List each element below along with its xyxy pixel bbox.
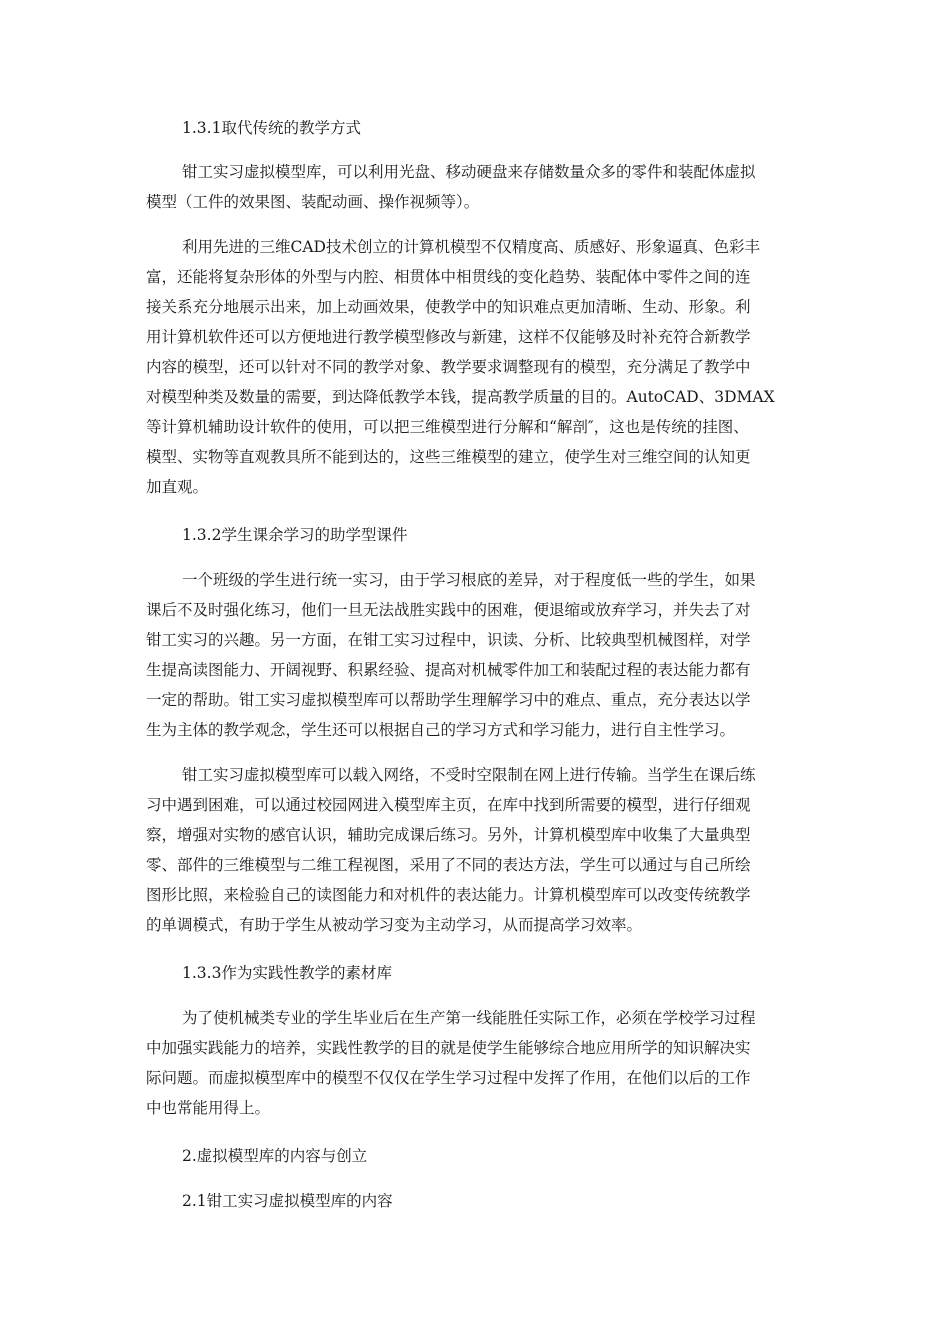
paragraph-line: 内容的模型，还可以针对不同的教学对象、教学要求调整现有的模型，充分满足了教学中 (146, 358, 751, 376)
section-heading-2: 2.虚拟模型库的内容与创立 (182, 1147, 368, 1165)
section-heading-1-3-2: 1.3.2学生课余学习的助学型课件 (182, 526, 408, 544)
paragraph-line: 察，增强对实物的感官认识，辅助完成课后练习。另外，计算机模型库中收集了大量典型 (146, 826, 751, 844)
paragraph-line: 模型（工件的效果图、装配动画、操作视频等）。 (146, 193, 480, 211)
paragraph-line: 一定的帮助。钳工实习虚拟模型库可以帮助学生理解学习中的难点、重点，充分表达以学 (146, 691, 751, 709)
paragraph-line: 接关系充分地展示出来，加上动画效果，使教学中的知识难点更加清晰、生动、形象。利 (146, 298, 751, 316)
paragraph-line: 图形比照，来检验自己的读图能力和对机件的表达能力。计算机模型库可以改变传统教学 (146, 886, 751, 904)
paragraph-line: 加直观。 (146, 478, 209, 496)
paragraph-line: 用计算机软件还可以方便地进行教学模型修改与新建，这样不仅能够及时补充符合新教学 (146, 328, 751, 346)
paragraph-line: 利用先进的三维CAD技术创立的计算机模型不仅精度高、质感好、形象逼真、色彩丰 (182, 238, 760, 256)
paragraph-line: 模型、实物等直观教具所不能到达的，这些三维模型的建立，使学生对三维空间的认知更 (146, 448, 751, 466)
paragraph-line: 为了使机械类专业的学生毕业后在生产第一线能胜任实际工作，必须在学校学习过程 (182, 1009, 756, 1027)
paragraph-line: 对模型种类及数量的需要，到达降低教学本钱，提高教学质量的目的。AutoCAD、3DMAX (146, 388, 775, 406)
paragraph-line: 习中遇到困难，可以通过校园网进入模型库主页，在库中找到所需要的模型，进行仔细观 (146, 796, 751, 814)
paragraph-line: 课后不及时强化练习，他们一旦无法战胜实践中的困难，便退缩或放弃学习，并失去了对 (146, 601, 751, 619)
paragraph-line: 富，还能将复杂形体的外型与内腔、相贯体中相贯线的变化趋势、装配体中零件之间的连 (146, 268, 751, 286)
paragraph-line: 际问题。而虚拟模型库中的模型不仅仅在学生学习过程中发挥了作用，在他们以后的工作 (146, 1069, 751, 1087)
paragraph-line: 生为主体的教学观念，学生还可以根据自己的学习方式和学习能力，进行自主性学习。 (146, 721, 736, 739)
paragraph-line: 等计算机辅助设计软件的使用，可以把三维模型进行分解和“解剖″，这也是传统的挂图、 (146, 418, 749, 436)
paragraph-line: 中也常能用得上。 (146, 1099, 271, 1117)
section-heading-1-3-1: 1.3.1取代传统的教学方式 (182, 119, 361, 137)
paragraph-line: 生提高读图能力、开阔视野、积累经验、提高对机械零件加工和装配过程的表达能力都有 (146, 661, 751, 679)
paragraph-line: 中加强实践能力的培养，实践性教学的目的就是使学生能够综合地应用所学的知识解决实 (146, 1039, 751, 1057)
section-heading-1-3-3: 1.3.3作为实践性教学的素材库 (182, 964, 392, 982)
paragraph-line: 零、部件的三维模型与二维工程视图，采用了不同的表达方法，学生可以通过与自己所绘 (146, 856, 751, 874)
paragraph-line: 一个班级的学生进行统一实习，由于学习根底的差异，对于程度低一些的学生，如果 (182, 571, 756, 589)
paragraph-line: 的单调模式，有助于学生从被动学习变为主动学习，从而提高学习效率。 (146, 916, 643, 934)
paragraph-line: 钳工实习虚拟模型库，可以利用光盘、移动硬盘来存储数量众多的零件和装配体虚拟 (182, 163, 756, 181)
section-heading-2-1: 2.1钳工实习虚拟模型库的内容 (182, 1192, 393, 1210)
paragraph-line: 钳工实习虚拟模型库可以载入网络，不受时空限制在网上进行传输。当学生在课后练 (182, 766, 756, 784)
paragraph-line: 钳工实习的兴趣。另一方面，在钳工实习过程中，识读、分析、比较典型机械图样，对学 (146, 631, 751, 649)
